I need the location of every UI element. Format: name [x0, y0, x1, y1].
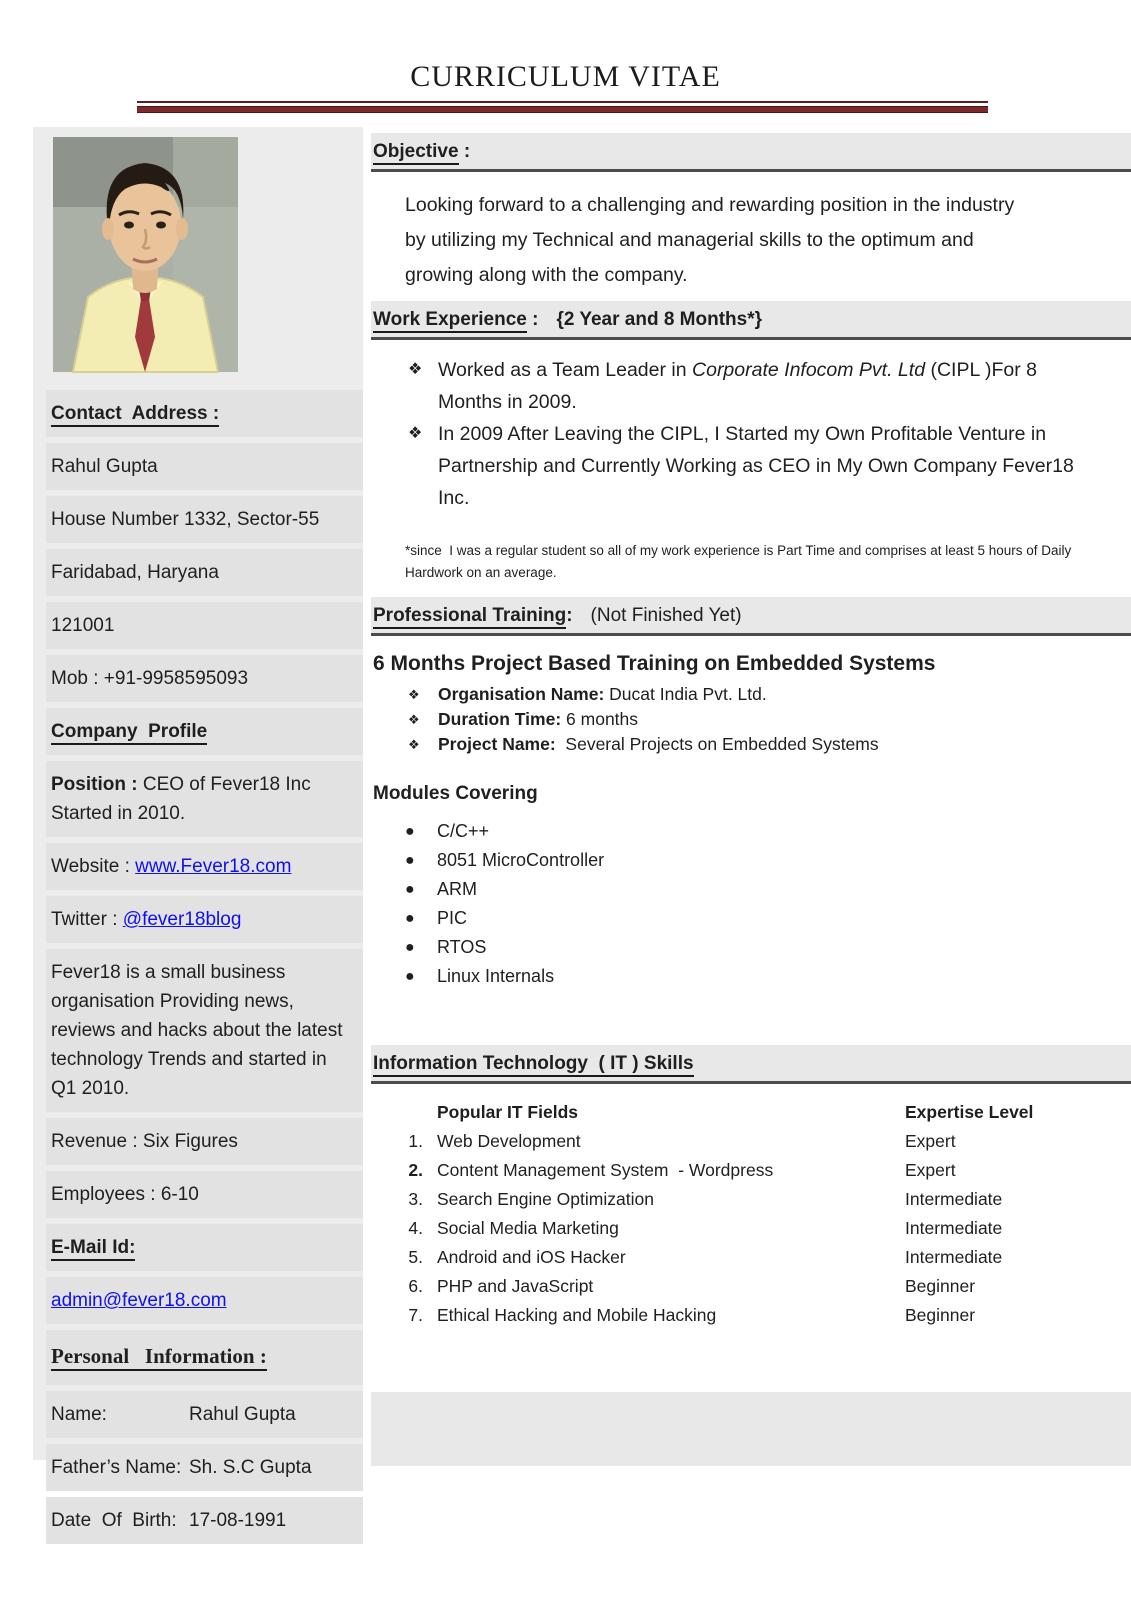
round-bullet-icon: ●	[405, 823, 415, 840]
diamond-bullet-icon: ❖	[408, 361, 423, 378]
training-duration-row	[408, 707, 1131, 732]
work-experience-footnote: *since I was a regular student so all of my work experience is Part Time and comprises at least 5 hours of Daily Hardwork on an average.	[405, 543, 1076, 580]
empty-section-bar	[371, 1392, 1131, 1466]
it-skills-header	[371, 1045, 1131, 1084]
objective-heading-text: Objective	[373, 141, 459, 165]
round-bullet-icon: ●	[405, 968, 415, 985]
twitter-link[interactable]: @fever18blog	[122, 909, 242, 930]
module-item: ● C/C++	[405, 817, 1131, 846]
email-heading	[46, 1224, 363, 1271]
professional-training-status: (Not Finished Yet)	[590, 605, 742, 626]
portrait-photo	[53, 137, 238, 372]
round-bullet-icon: ●	[405, 939, 415, 956]
personal-father-row	[46, 1444, 363, 1491]
personal-dob-value: 17-08-1991	[189, 1510, 287, 1531]
contact-address-heading-text: Contact Address :	[51, 403, 219, 427]
professional-training-header	[371, 597, 1131, 636]
contact-mobile: Mob : +91-9958595093	[46, 655, 363, 702]
contact-address-heading	[46, 390, 363, 437]
skill-row-6: 6. PHP and JavaScript Beginner	[408, 1276, 976, 1296]
company-position	[46, 761, 363, 837]
skill-row-5: 5. Android and iOS Hacker Intermediate	[408, 1247, 1003, 1267]
divider-thick-line	[137, 106, 988, 113]
work-experience-heading-colon: :	[526, 309, 539, 330]
item-1-post: (CIPL )For 8 Months in 2009.	[438, 359, 1038, 413]
work-experience-item-2	[408, 418, 1131, 514]
objective-header	[371, 133, 1131, 172]
objective-text: Looking forward to a challenging and rewarding position in the industry by utilizing my Technical and managerial skills to the optimum and growing along with the company.	[405, 194, 1015, 286]
personal-info-heading	[46, 1330, 363, 1385]
email-heading-text: E-Mail Id:	[51, 1237, 135, 1261]
page-title: CURRICULUM VITAE	[410, 60, 721, 93]
contact-pincode: 121001	[46, 602, 363, 649]
training-details-list	[408, 682, 1131, 757]
training-title: 6 Months Project Based Training on Embedded Systems	[373, 652, 936, 675]
module-item: ● 8051 MicroController	[405, 846, 1131, 875]
email-row	[46, 1277, 363, 1324]
round-bullet-icon: ●	[405, 910, 415, 927]
divider-thin-line	[137, 101, 988, 103]
modules-list	[405, 817, 1131, 991]
position-value: CEO of Fever18 Inc Started in 2010.	[51, 774, 317, 824]
personal-name-row	[46, 1391, 363, 1438]
twitter-label: Twitter :	[51, 909, 123, 930]
skill-row-1: 1. Web Development Expert	[408, 1131, 956, 1151]
module-item: ● Linux Internals	[405, 962, 1131, 991]
item-2-pre: In 2009 After Leaving the CIPL, I Started my Own Profitable Venture in Partnership and Currently Working as CEO in My Own Company Fever18 Inc.	[438, 423, 1074, 509]
column-fields-header: Popular IT Fields	[437, 1102, 578, 1122]
project-label: Project Name:	[438, 734, 556, 754]
personal-dob-row	[46, 1497, 363, 1544]
personal-father-value: Sh. S.C Gupta	[189, 1457, 312, 1478]
organisation-label: Organisation Name:	[438, 684, 605, 704]
diamond-bullet-icon: ❖	[408, 712, 420, 727]
company-profile-heading-text: Company Profile	[51, 721, 207, 745]
training-project-row	[408, 732, 1131, 757]
diamond-bullet-icon: ❖	[408, 687, 420, 702]
work-experience-list	[408, 354, 1131, 514]
it-skills-heading-text: Information Technology ( IT ) Skills	[373, 1053, 694, 1077]
company-twitter	[46, 896, 363, 943]
contact-name: Rahul Gupta	[46, 443, 363, 490]
title-divider	[137, 101, 988, 113]
company-revenue: Revenue : Six Figures	[46, 1118, 363, 1165]
contact-street: House Number 1332, Sector-55	[46, 496, 363, 543]
work-experience-item-1	[408, 354, 1131, 418]
personal-name-label: Name:	[51, 1404, 107, 1425]
work-experience-item-1-text	[438, 354, 1086, 418]
skill-row-2: 2. Content Management System - Wordpress Expert	[408, 1160, 956, 1180]
project-value: Several Projects on Embedded Systems	[555, 734, 879, 754]
duration-value: 6 months	[561, 709, 639, 729]
company-employees: Employees : 6-10	[46, 1171, 363, 1218]
duration-label: Duration Time:	[438, 709, 562, 729]
personal-name-value: Rahul Gupta	[189, 1404, 296, 1425]
work-experience-item-2-text	[438, 418, 1086, 514]
it-skills-table-header	[371, 1098, 1131, 1127]
sidebar	[33, 127, 363, 1531]
personal-info-heading-text: Personal Information :	[51, 1344, 267, 1371]
work-experience-header	[371, 301, 1131, 340]
item-1-company: Corporate Infocom Pvt. Ltd	[692, 359, 926, 381]
module-item: ● PIC	[405, 904, 1131, 933]
email-link[interactable]: admin@fever18.com	[51, 1290, 227, 1311]
round-bullet-icon: ●	[405, 881, 415, 898]
skill-row-3: 3. Search Engine Optimization Intermediate	[408, 1189, 1003, 1209]
work-experience-heading-text: Work Experience	[373, 309, 527, 333]
portrait-photo-image	[53, 137, 238, 372]
skill-row-7: 7. Ethical Hacking and Mobile Hacking Beginner	[408, 1305, 976, 1325]
contact-city: Faridabad, Haryana	[46, 549, 363, 596]
organisation-value: Ducat India Pvt. Ltd.	[604, 684, 767, 704]
objective-heading-colon: :	[458, 141, 471, 162]
company-description: Fever18 is a small business organisation Providing news, reviews and hacks about the latest technology Trends and started in Q1 2010.	[46, 949, 363, 1112]
modules-heading: Modules Covering	[373, 783, 538, 804]
module-item: ● RTOS	[405, 933, 1131, 962]
module-item: ● ARM	[405, 875, 1131, 904]
column-level-header: Expertise Level	[905, 1102, 1034, 1122]
website-label: Website :	[51, 856, 136, 877]
personal-dob-label: Date Of Birth:	[51, 1510, 177, 1531]
professional-training-heading-text: Professional Training	[373, 605, 566, 629]
professional-training-heading-colon: :	[566, 605, 573, 626]
company-website	[46, 843, 363, 890]
work-experience-duration: {2 Year and 8 Months*}	[556, 309, 762, 330]
round-bullet-icon: ●	[405, 852, 415, 869]
website-link[interactable]: www.Fever18.com	[135, 856, 292, 877]
main-content	[371, 127, 1131, 1466]
company-profile-heading	[46, 708, 363, 755]
diamond-bullet-icon: ❖	[408, 425, 423, 442]
item-1-pre: Worked as a Team Leader in	[438, 359, 693, 381]
it-skills-table	[371, 1098, 1131, 1330]
skill-row-4: 4. Social Media Marketing Intermediate	[408, 1218, 1003, 1238]
position-label: Position :	[51, 774, 138, 795]
training-organisation-row	[408, 682, 1131, 707]
personal-father-label: Father’s Name:	[51, 1457, 182, 1478]
diamond-bullet-icon: ❖	[408, 737, 420, 752]
